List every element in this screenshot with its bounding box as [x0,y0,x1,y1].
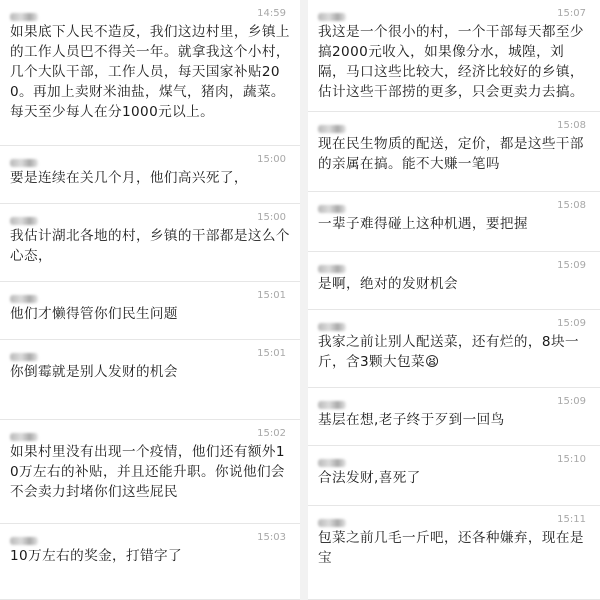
blurred-sender-name [318,205,346,213]
message-timestamp: 15:00 [257,212,286,223]
message-timestamp: 15:02 [257,428,286,439]
message-timestamp: 15:09 [557,318,586,329]
chat-message[interactable] [308,192,600,252]
message-timestamp: 15:07 [557,8,586,19]
message-text: 我估计湖北各地的村，乡镇的干部都是这么个心态， [10,228,290,264]
message-text: 基层在想,老子终于歹到一回鸟 [318,412,505,428]
chat-message[interactable] [308,112,600,192]
message-text: 如果村里没有出现一个疫情，他们还有额外10万左右的补贴，并且还能升职。你说他们会不会卖力封堵你们这些屁民 [10,444,285,500]
message-text: 现在民生物质的配送，定价，都是这些干部的亲属在搞。能不大赚一笔吗 [318,136,584,172]
chat-message[interactable] [308,388,600,446]
message-timestamp: 15:01 [257,348,286,359]
chat-message[interactable] [0,204,300,282]
column-divider [300,0,308,600]
message-text: 要是连续在关几个月，他们高兴死了， [10,170,248,186]
message-timestamp: 15:08 [557,120,586,131]
message-timestamp: 15:11 [557,514,586,525]
blurred-sender-name [10,13,38,21]
message-header [318,6,592,20]
message-text: 你倒霉就是别人发财的机会 [10,364,178,380]
message-header [318,258,592,272]
blurred-sender-name [318,323,346,331]
chat-message[interactable] [308,446,600,506]
message-header [10,288,292,302]
chat-message[interactable] [0,0,300,146]
blurred-sender-name [10,353,38,361]
message-header [318,512,592,526]
message-timestamp: 15:03 [257,532,286,543]
message-header [10,426,292,440]
blurred-sender-name [318,125,346,133]
blurred-sender-name [10,217,38,225]
message-header [318,452,592,466]
chat-message[interactable] [308,0,600,112]
message-timestamp: 14:59 [257,8,286,19]
blurred-sender-name [318,13,346,21]
blurred-sender-name [318,459,346,467]
blurred-sender-name [10,295,38,303]
message-timestamp: 15:09 [557,260,586,271]
message-timestamp: 15:10 [557,454,586,465]
message-text: 一辈子难得碰上这种机遇，要把握 [318,216,528,232]
message-header [10,6,292,20]
message-header [318,316,592,330]
chat-message[interactable] [308,506,600,600]
message-header [10,210,292,224]
message-text: 我这是一个很小的村，一个干部每天都至少搞2000元收入，如果像分水，城隍，刘隔，马口这些比较大，经济比较好的乡镇，估计这些干部捞的更多，只会更卖力去搞。 [318,24,584,100]
chat-message[interactable] [308,310,600,388]
chat-message[interactable] [0,524,300,600]
message-text: 我家之前让别人配送菜，还有烂的，8块一斤，含3颗大包菜😫 [318,334,579,370]
chat-message[interactable] [0,340,300,420]
chat-message[interactable] [0,146,300,204]
message-header [318,198,592,212]
chat-message[interactable] [0,420,300,524]
message-text: 他们才懒得管你们民生问题 [10,306,178,322]
message-header [318,118,592,132]
blurred-sender-name [10,433,38,441]
message-header [10,152,292,166]
message-timestamp: 15:09 [557,396,586,407]
message-text: 如果底下人民不造反，我们这边村里，乡镇上的工作人员巴不得关一年。就拿我这个小村，几个大队干部，工作人员，每天国家补贴200。再加上卖财米油盐，煤气，猪肉，蔬菜。每天至少每人在分1000元以上。 [10,24,290,120]
message-header [10,346,292,360]
chat-message[interactable] [0,282,300,340]
message-text: 包菜之前几毛一斤吧，还各种嫌弃，现在是宝 [318,530,584,566]
blurred-sender-name [10,537,38,545]
message-header [318,394,592,408]
message-timestamp: 15:08 [557,200,586,211]
blurred-sender-name [10,159,38,167]
blurred-sender-name [318,519,346,527]
message-text: 是啊，绝对的发财机会 [318,276,458,292]
message-timestamp: 15:01 [257,290,286,301]
blurred-sender-name [318,401,346,409]
message-text: 合法发财,喜死了 [318,470,421,486]
blurred-sender-name [318,265,346,273]
message-header [10,530,292,544]
message-timestamp: 15:00 [257,154,286,165]
chat-message[interactable] [308,252,600,310]
right-chat-column [308,0,600,600]
message-text: 10万左右的奖金，打错字了 [10,548,183,564]
